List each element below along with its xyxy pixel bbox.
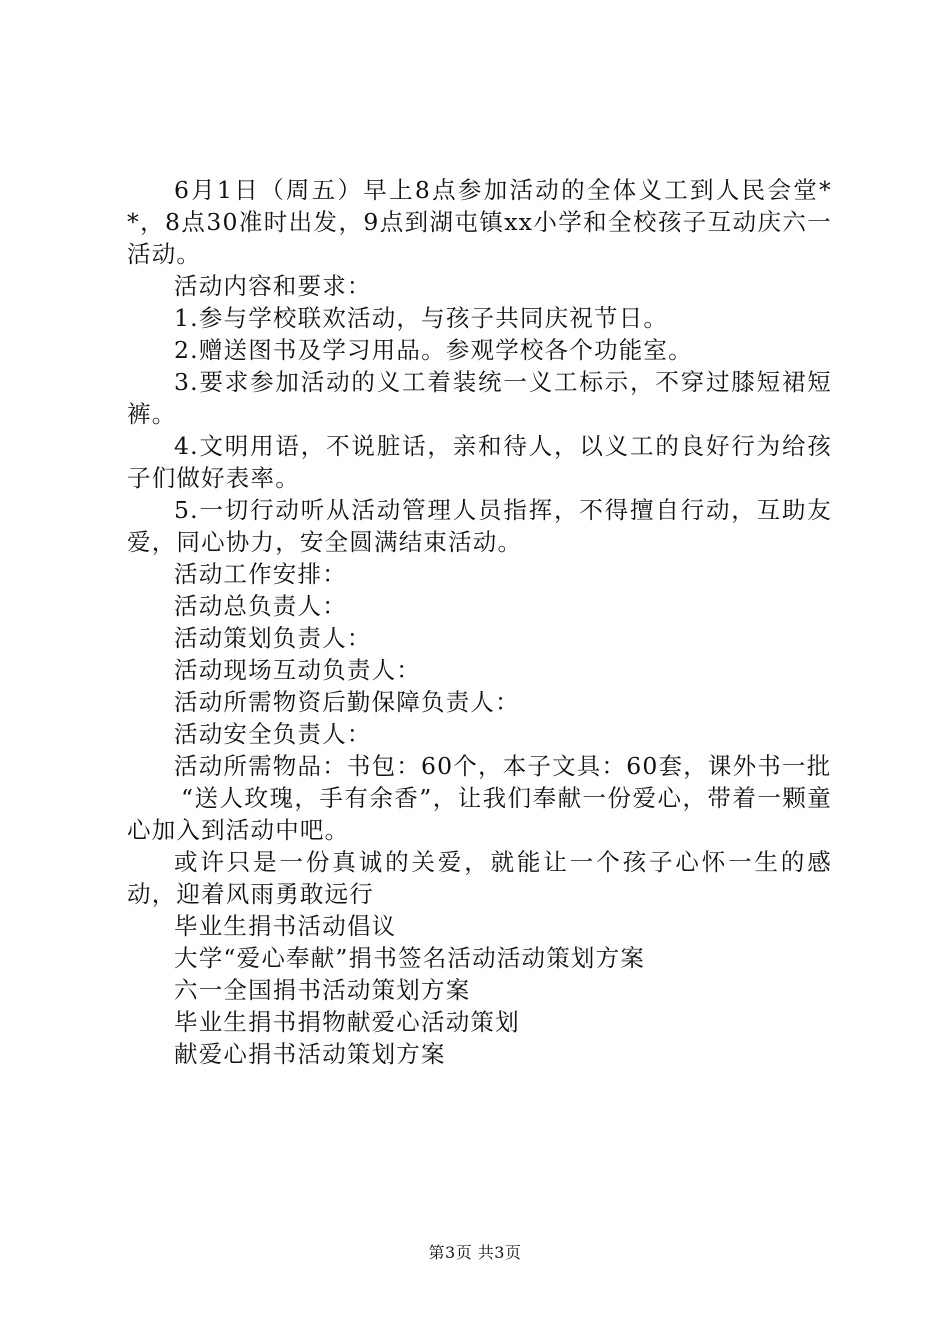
related-title-3: 六一全国捐书活动策划方案 bbox=[174, 976, 471, 1004]
paragraph-item-2: 2.赠送图书及学习用品。参观学校各个功能室。 bbox=[174, 336, 693, 364]
paragraph-logistics-lead: 活动所需物资后勤保障负责人： bbox=[174, 688, 520, 716]
paragraph-supplies: 活动所需物品：书包：60个，本子文具：60套，课外书一批 bbox=[174, 752, 832, 780]
paragraph-content-heading: 活动内容和要求： bbox=[174, 272, 372, 300]
page-number-footer: 第3页 共3页 bbox=[428, 1243, 522, 1262]
paragraph-onsite-lead: 活动现场互动负责人： bbox=[174, 656, 421, 684]
paragraph-chief-lead: 活动总负责人： bbox=[174, 592, 347, 620]
paragraph-item-5: 5.一切行动听从活动管理人员指挥，不得擅自行动，互助友爱，同心协力，安全圆满结束活动。 bbox=[127, 496, 832, 556]
paragraph-item-3: 3.要求参加活动的义工着装统一义工标示，不穿过膝短裙短裤。 bbox=[127, 368, 832, 428]
paragraph-closing: 或许只是一份真诚的关爱，就能让一个孩子心怀一生的感动，迎着风雨勇敢远行 bbox=[127, 848, 832, 908]
paragraph-quote: “送人玫瑰，手有余香”，让我们奉献一份爱心，带着一颗童心加入到活动中吧。 bbox=[127, 784, 832, 844]
paragraph-planning-lead: 活动策划负责人： bbox=[174, 624, 372, 652]
paragraph-arrangement-heading: 活动工作安排： bbox=[174, 560, 347, 588]
related-title-4: 毕业生捐书捐物献爱心活动策划 bbox=[174, 1008, 520, 1036]
paragraph-item-1: 1.参与学校联欢活动，与孩子共同庆祝节日。 bbox=[174, 304, 669, 332]
related-title-5: 献爱心捐书活动策划方案 bbox=[174, 1040, 446, 1068]
document-body bbox=[127, 174, 832, 1070]
related-title-1: 毕业生捐书活动倡议 bbox=[174, 912, 397, 940]
paragraph-schedule: 6月1日（周五）早上8点参加活动的全体义工到人民会堂**，8点30准时出发，9点到湖屯镇xx小学和全校孩子互动庆六一活动。 bbox=[127, 176, 832, 268]
paragraph-item-4: 4.文明用语，不说脏话，亲和待人，以义工的良好行为给孩子们做好表率。 bbox=[127, 432, 832, 492]
paragraph-safety-lead: 活动安全负责人： bbox=[174, 720, 372, 748]
related-title-2: 大学“爱心奉献”捐书签名活动活动策划方案 bbox=[174, 944, 646, 972]
